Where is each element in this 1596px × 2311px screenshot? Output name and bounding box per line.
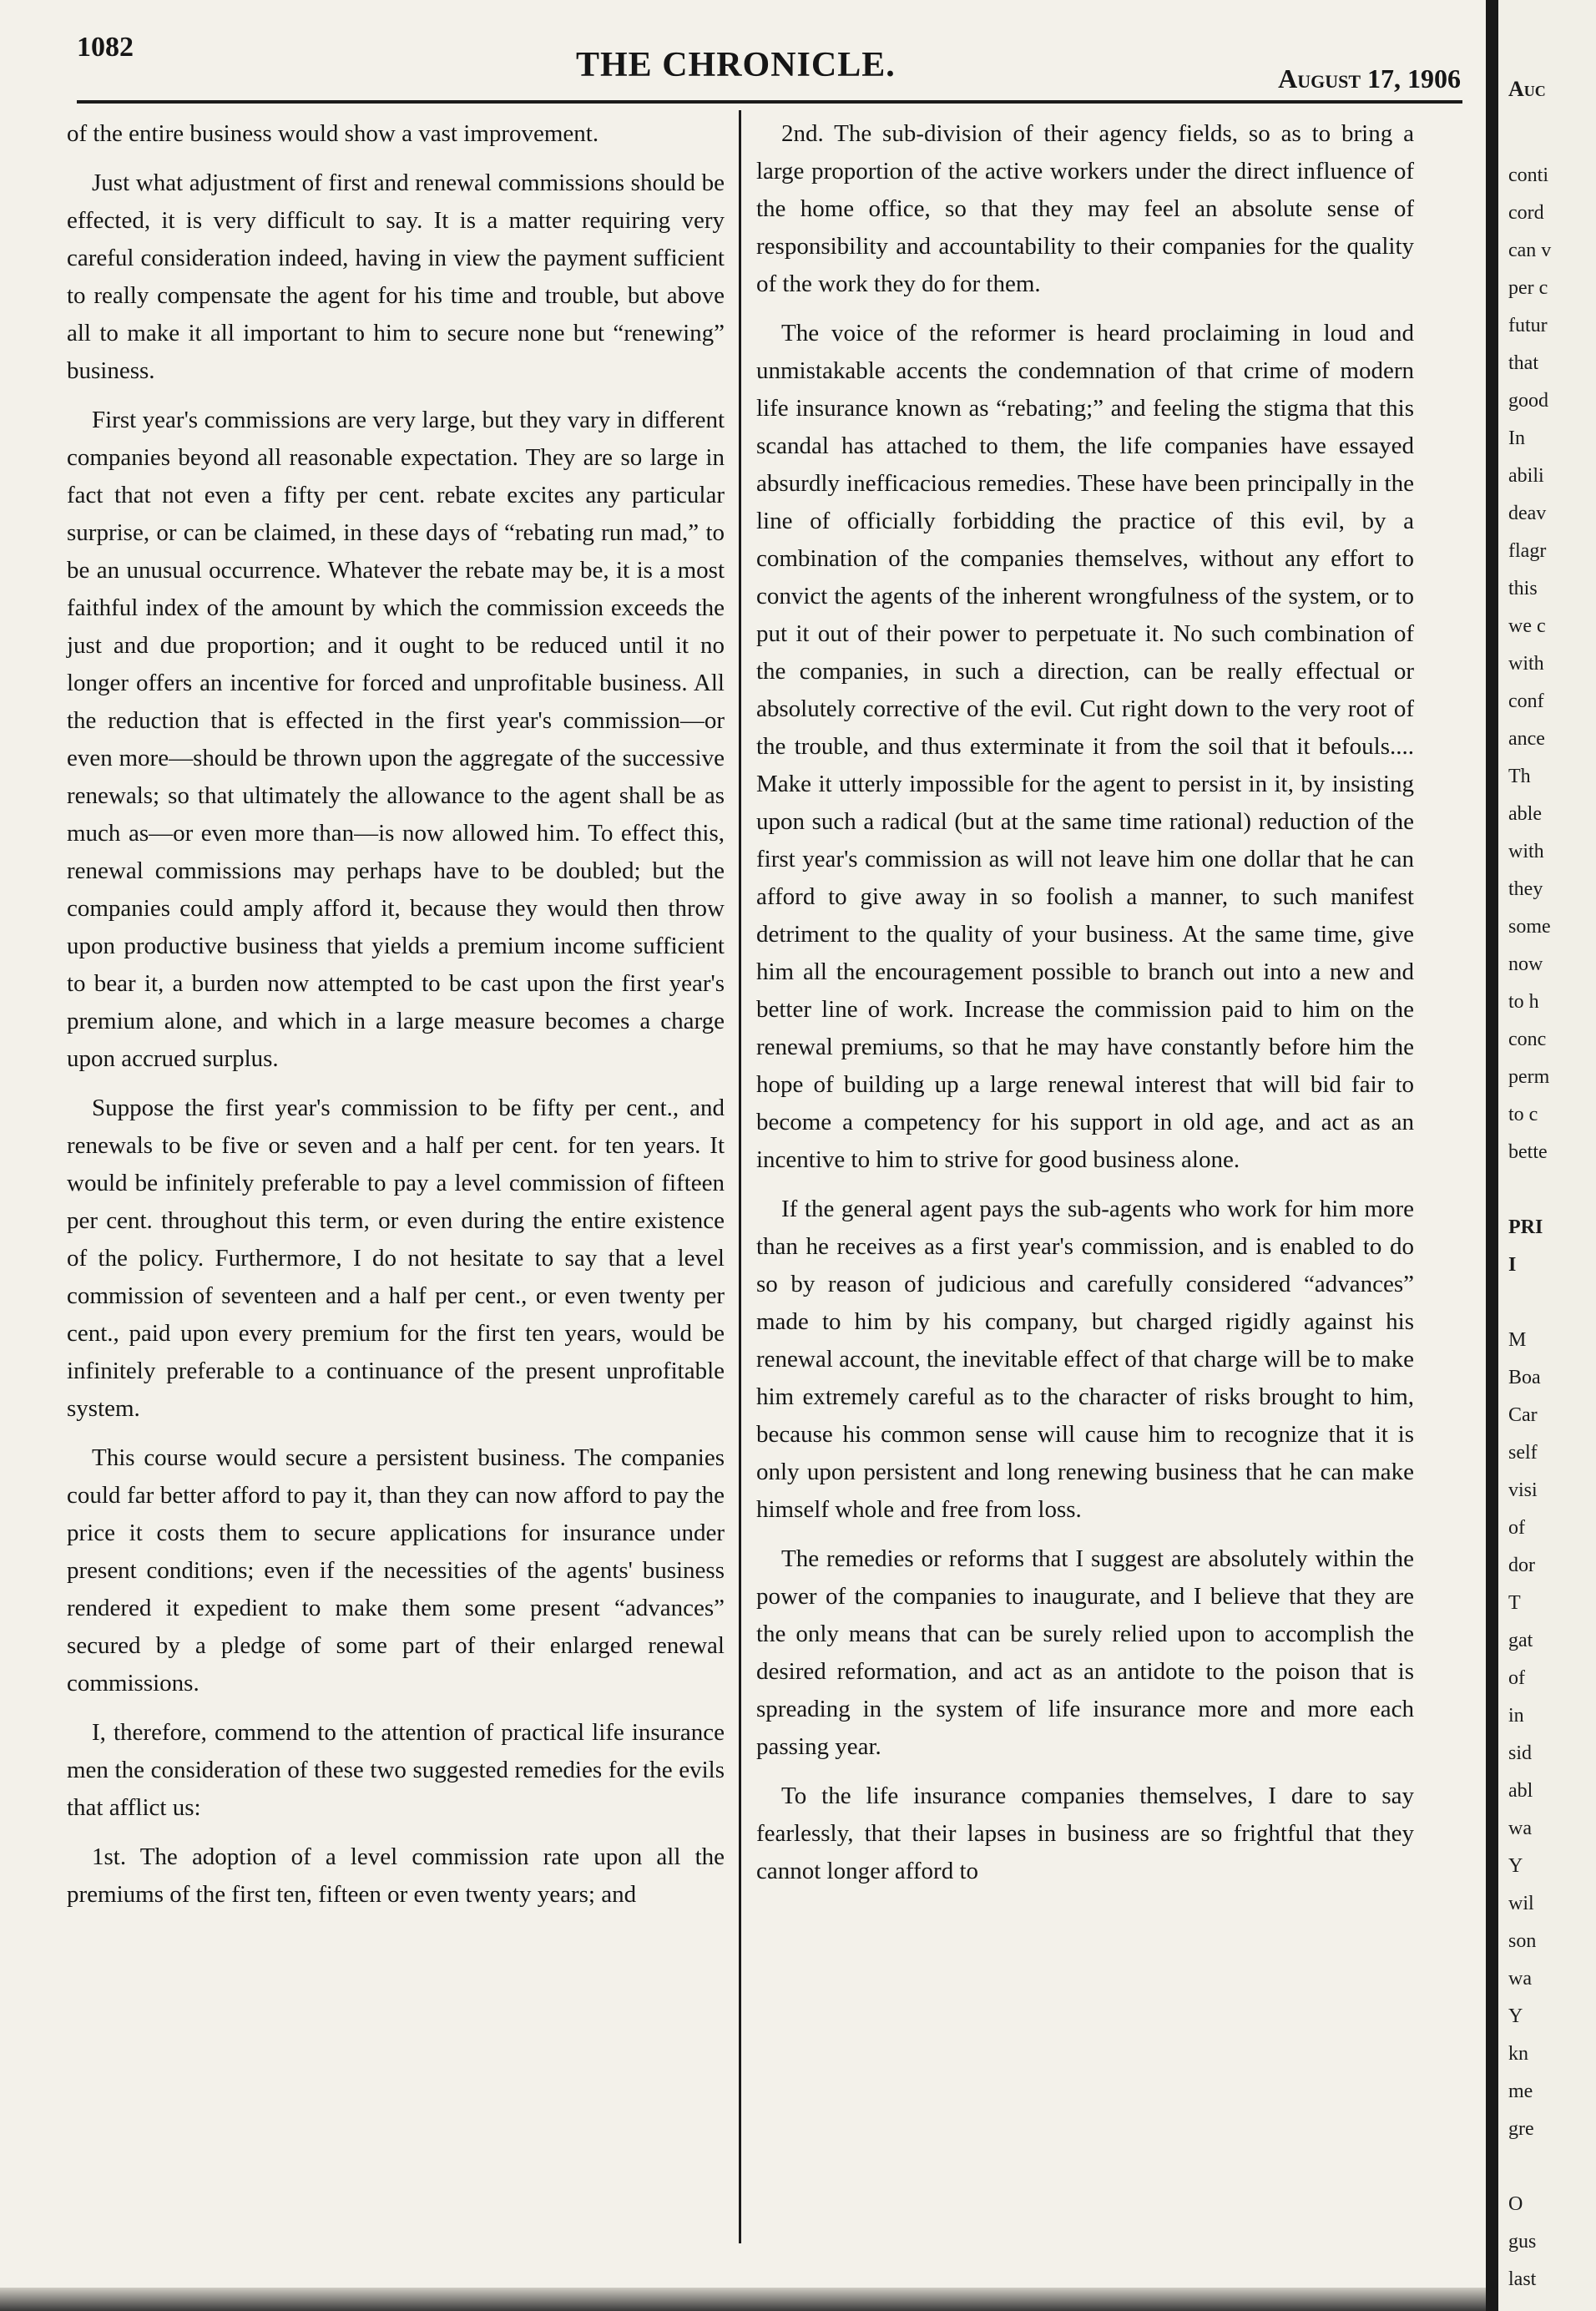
adjacent-page-line: bette xyxy=(1508,1141,1548,1163)
adjacent-page-line xyxy=(1508,1171,1596,1209)
adjacent-page-line: good xyxy=(1508,390,1548,412)
adjacent-page-line: abl xyxy=(1508,1780,1533,1802)
article-column-left xyxy=(67,115,725,2253)
adjacent-page-line: deav xyxy=(1508,503,1547,524)
adjacent-page-line: visi xyxy=(1508,1479,1538,1501)
masthead xyxy=(77,30,1461,94)
column-divider xyxy=(739,110,741,2243)
adjacent-page-line: gre xyxy=(1508,2118,1534,2140)
adjacent-page-line: kn xyxy=(1508,2043,1528,2065)
adjacent-page-line: gat xyxy=(1508,1630,1533,1651)
adjacent-page-line: that xyxy=(1508,352,1538,374)
adjacent-page-line: abili xyxy=(1508,465,1544,487)
adjacent-page-line: T xyxy=(1508,1592,1521,1614)
adjacent-page-line: can v xyxy=(1508,240,1552,261)
adjacent-page-line xyxy=(1508,1284,1596,1322)
adjacent-page-line xyxy=(1508,2148,1596,2186)
paragraph: First year's commissions are very large, but they vary in different companies beyond all reasonable expectation. They are so large in fact that not even a fifty per cent. rebate excites any particular surprise, or can be claimed, in these days of “rebating run mad,” to be an unusual occurrence. Whatever the rebate may be, it is a most faithful index of the amount by which the commission exceeds the just and due proportion; and it ought to be reduced until it no longer offers an incentive for forced and unprofitable business. All the reduction that is effected in the first year's commission—or even more—should be thrown upon the aggregate of the successive renewals; so that ultimately the allowance to the agent shall be as much as—or even more than—is now allowed him. To effect this, renewal commissions may perhaps have to be doubled; but the companies could amply afford it, because they would then throw upon productive business that yields a premium income sufficient to bear it, a burden now attempted to be cast upon the first year's premium alone, and which in a large measure becomes a charge upon accrued surplus. xyxy=(67,407,725,1072)
book-gutter xyxy=(1486,0,1498,2311)
adjacent-page-line: with xyxy=(1508,841,1544,862)
adjacent-page-line: able xyxy=(1508,803,1542,825)
adjacent-page-line: perm xyxy=(1508,1066,1550,1088)
article-column-right xyxy=(756,115,1414,2253)
adjacent-page-line: now xyxy=(1508,953,1543,975)
adjacent-page-line: M xyxy=(1508,1329,1527,1351)
adjacent-page-line: futur xyxy=(1508,315,1548,336)
adjacent-page-line: to h xyxy=(1508,991,1539,1013)
adjacent-page-line: Boa xyxy=(1508,1367,1541,1388)
adjacent-page-line: wa xyxy=(1508,1968,1532,1990)
paragraph: I, therefore, commend to the attention of practical life insurance men the consideration of these two suggested remedies for the evils that afflict us: xyxy=(67,1719,725,1821)
adjacent-page-line: conti xyxy=(1508,164,1548,186)
adjacent-page-line: gus xyxy=(1508,2231,1537,2253)
paragraph: of the entire business would show a vast improvement. xyxy=(67,120,599,147)
adjacent-page-line: cord xyxy=(1508,202,1544,224)
adjacent-page-line: dor xyxy=(1508,1555,1535,1576)
adjacent-page-line: Car xyxy=(1508,1404,1538,1426)
adjacent-page-edge xyxy=(1498,0,1596,2311)
adjacent-page-line: PRI xyxy=(1508,1216,1543,1238)
paragraph: 1st. The adoption of a level commission rate upon all the premiums of the first ten, fifteen or even twenty years; and xyxy=(67,1843,725,1908)
adjacent-page-line: conf xyxy=(1508,690,1544,712)
adjacent-page-header: Auc xyxy=(1508,77,1546,101)
adjacent-page-line: sid xyxy=(1508,1742,1533,1764)
adjacent-page-line: of xyxy=(1508,1667,1525,1689)
adjacent-page-line: me xyxy=(1508,2081,1533,2102)
adjacent-page-line: In xyxy=(1508,427,1525,449)
paragraph: The voice of the reformer is heard proclaiming in loud and unmistakable accents the condemnation of that crime of modern life insurance known as “rebating;” and feeling the stigma that this scandal has attached to them, the life companies have essayed absurdly inefficacious remedies. These have been principally in the line of officially forbidding the practice of this evil, by a combination of the companies themselves, without any effort to convict the agents of the inherent wrongfulness of the system, or to put it out of their power to perpetuate it. No such combination of the companies, in such a direction, can be really effectual or absolutely corrective of the evil. Cut right down to the very root of the trouble, and thus exterminate it from the soil that it befouls.... Make it utterly impossible for the agent to persist in it, by insisting upon such a radical (but at the same time rational) reduction of the first year's commission as will not leave him one dollar that he can afford to give away in so foolish a manner, to such manifest detriment to the quality of your business. At the same time, give him all the encouragement possible to branch out into a new and better line of work. Increase the commission paid to him on the renewal premiums, so that he may have constantly before him the hope of building up a large renewal interest that will bid fair to become a competency for his support in old age, and act as an incentive to him to strive for good business alone. xyxy=(756,320,1414,1173)
adjacent-page-line: self xyxy=(1508,1442,1538,1464)
adjacent-page-line: son xyxy=(1508,1930,1537,1952)
paragraph: 2nd. The sub-division of their agency fields, so as to bring a large proportion of the active workers under the direct influence of the home office, so that they may feel an absolute sense of responsibility and accountability to their companies for the quality of the work they do for them. xyxy=(756,120,1414,297)
adjacent-page-line: of xyxy=(1508,1517,1525,1539)
adjacent-page-line: Y xyxy=(1508,1855,1523,1877)
paragraph: If the general agent pays the sub-agents who work for him more than he receives as a first year's commission, and is enabled to do so by reason of judicious and carefully considered “advances” made to him by his company, but charged rigidly against his renewal account, the inevitable effect of that charge will be to make him extremely careful as to the character of risks brought to him, because his common sense will cause him to recognize that it is only upon persistent and long renewing business that he can make himself whole and free from loss. xyxy=(756,1196,1414,1523)
adjacent-page-line: Th xyxy=(1508,766,1531,787)
adjacent-page-line: per c xyxy=(1508,277,1548,299)
adjacent-page-line: they xyxy=(1508,878,1543,900)
adjacent-page-line: ance xyxy=(1508,728,1545,750)
adjacent-page-line: in xyxy=(1508,1705,1524,1727)
adjacent-page-line: O xyxy=(1508,2193,1523,2215)
adjacent-page-line: last xyxy=(1508,2268,1537,2290)
adjacent-page-line: wa xyxy=(1508,1818,1532,1839)
header-rule xyxy=(77,100,1462,104)
paragraph: To the life insurance companies themselves, I dare to say fearlessly, that their lapses in business are so frightful that they cannot longer afford to xyxy=(756,1783,1414,1884)
adjacent-page-line: some xyxy=(1508,916,1551,938)
adjacent-page-line: we c xyxy=(1508,615,1546,637)
adjacent-page-line: with xyxy=(1508,653,1544,675)
adjacent-page-line: Y xyxy=(1508,2005,1523,2027)
paragraph: This course would secure a persistent business. The companies could far better afford to pay it, than they can now afford to pay the price it costs them to secure applications for insurance under present conditions; even if the necessities of the agents' business rendered it expedient to make them some present “advances” secured by a pledge of some part of their enlarged renewal commissions. xyxy=(67,1444,725,1697)
journal-title: THE CHRONICLE. xyxy=(576,46,896,84)
adjacent-page-line: conc xyxy=(1508,1029,1547,1050)
adjacent-page-line: flagr xyxy=(1508,540,1547,562)
issue-date: August 17, 1906 xyxy=(1278,63,1461,94)
paragraph: Suppose the first year's commission to be fifty per cent., and renewals to be five or seven and a half per cent. for ten years. It would be infinitely preferable to pay a level commission of fifteen per cent. throughout this term, or even during the entire existence of the policy. Furthermore, I do not hesitate to say that a level commission of seventeen and a half per cent., or even twenty per cent., paid upon every premium for the first ten years, would be infinitely preferable to a continuance of the present unprofitable system. xyxy=(67,1095,725,1422)
paragraph: Just what adjustment of first and renewal commissions should be effected, it is very difficult to say. It is a matter requiring very careful consideration indeed, having in view the payment sufficient to really compensate the agent for his time and trouble, but above all to make it all important to him to secure none but “renewing” business. xyxy=(67,169,725,384)
adjacent-page-text xyxy=(1508,157,1596,2298)
page-number: 1082 xyxy=(77,32,134,63)
adjacent-page-line: wil xyxy=(1508,1893,1534,1914)
adjacent-page-line: this xyxy=(1508,578,1538,599)
adjacent-page-line: I xyxy=(1508,1254,1517,1276)
paragraph: The remedies or reforms that I suggest are absolutely within the power of the companies to inaugurate, and I believe that they are the only means that can be surely relied upon to accomplish the desired reformation, and act as an antidote to the poison that is spreading in the system of life insurance more and more each passing year. xyxy=(756,1545,1414,1760)
adjacent-page-line: to c xyxy=(1508,1104,1538,1125)
page-bottom-edge xyxy=(0,2288,1486,2311)
